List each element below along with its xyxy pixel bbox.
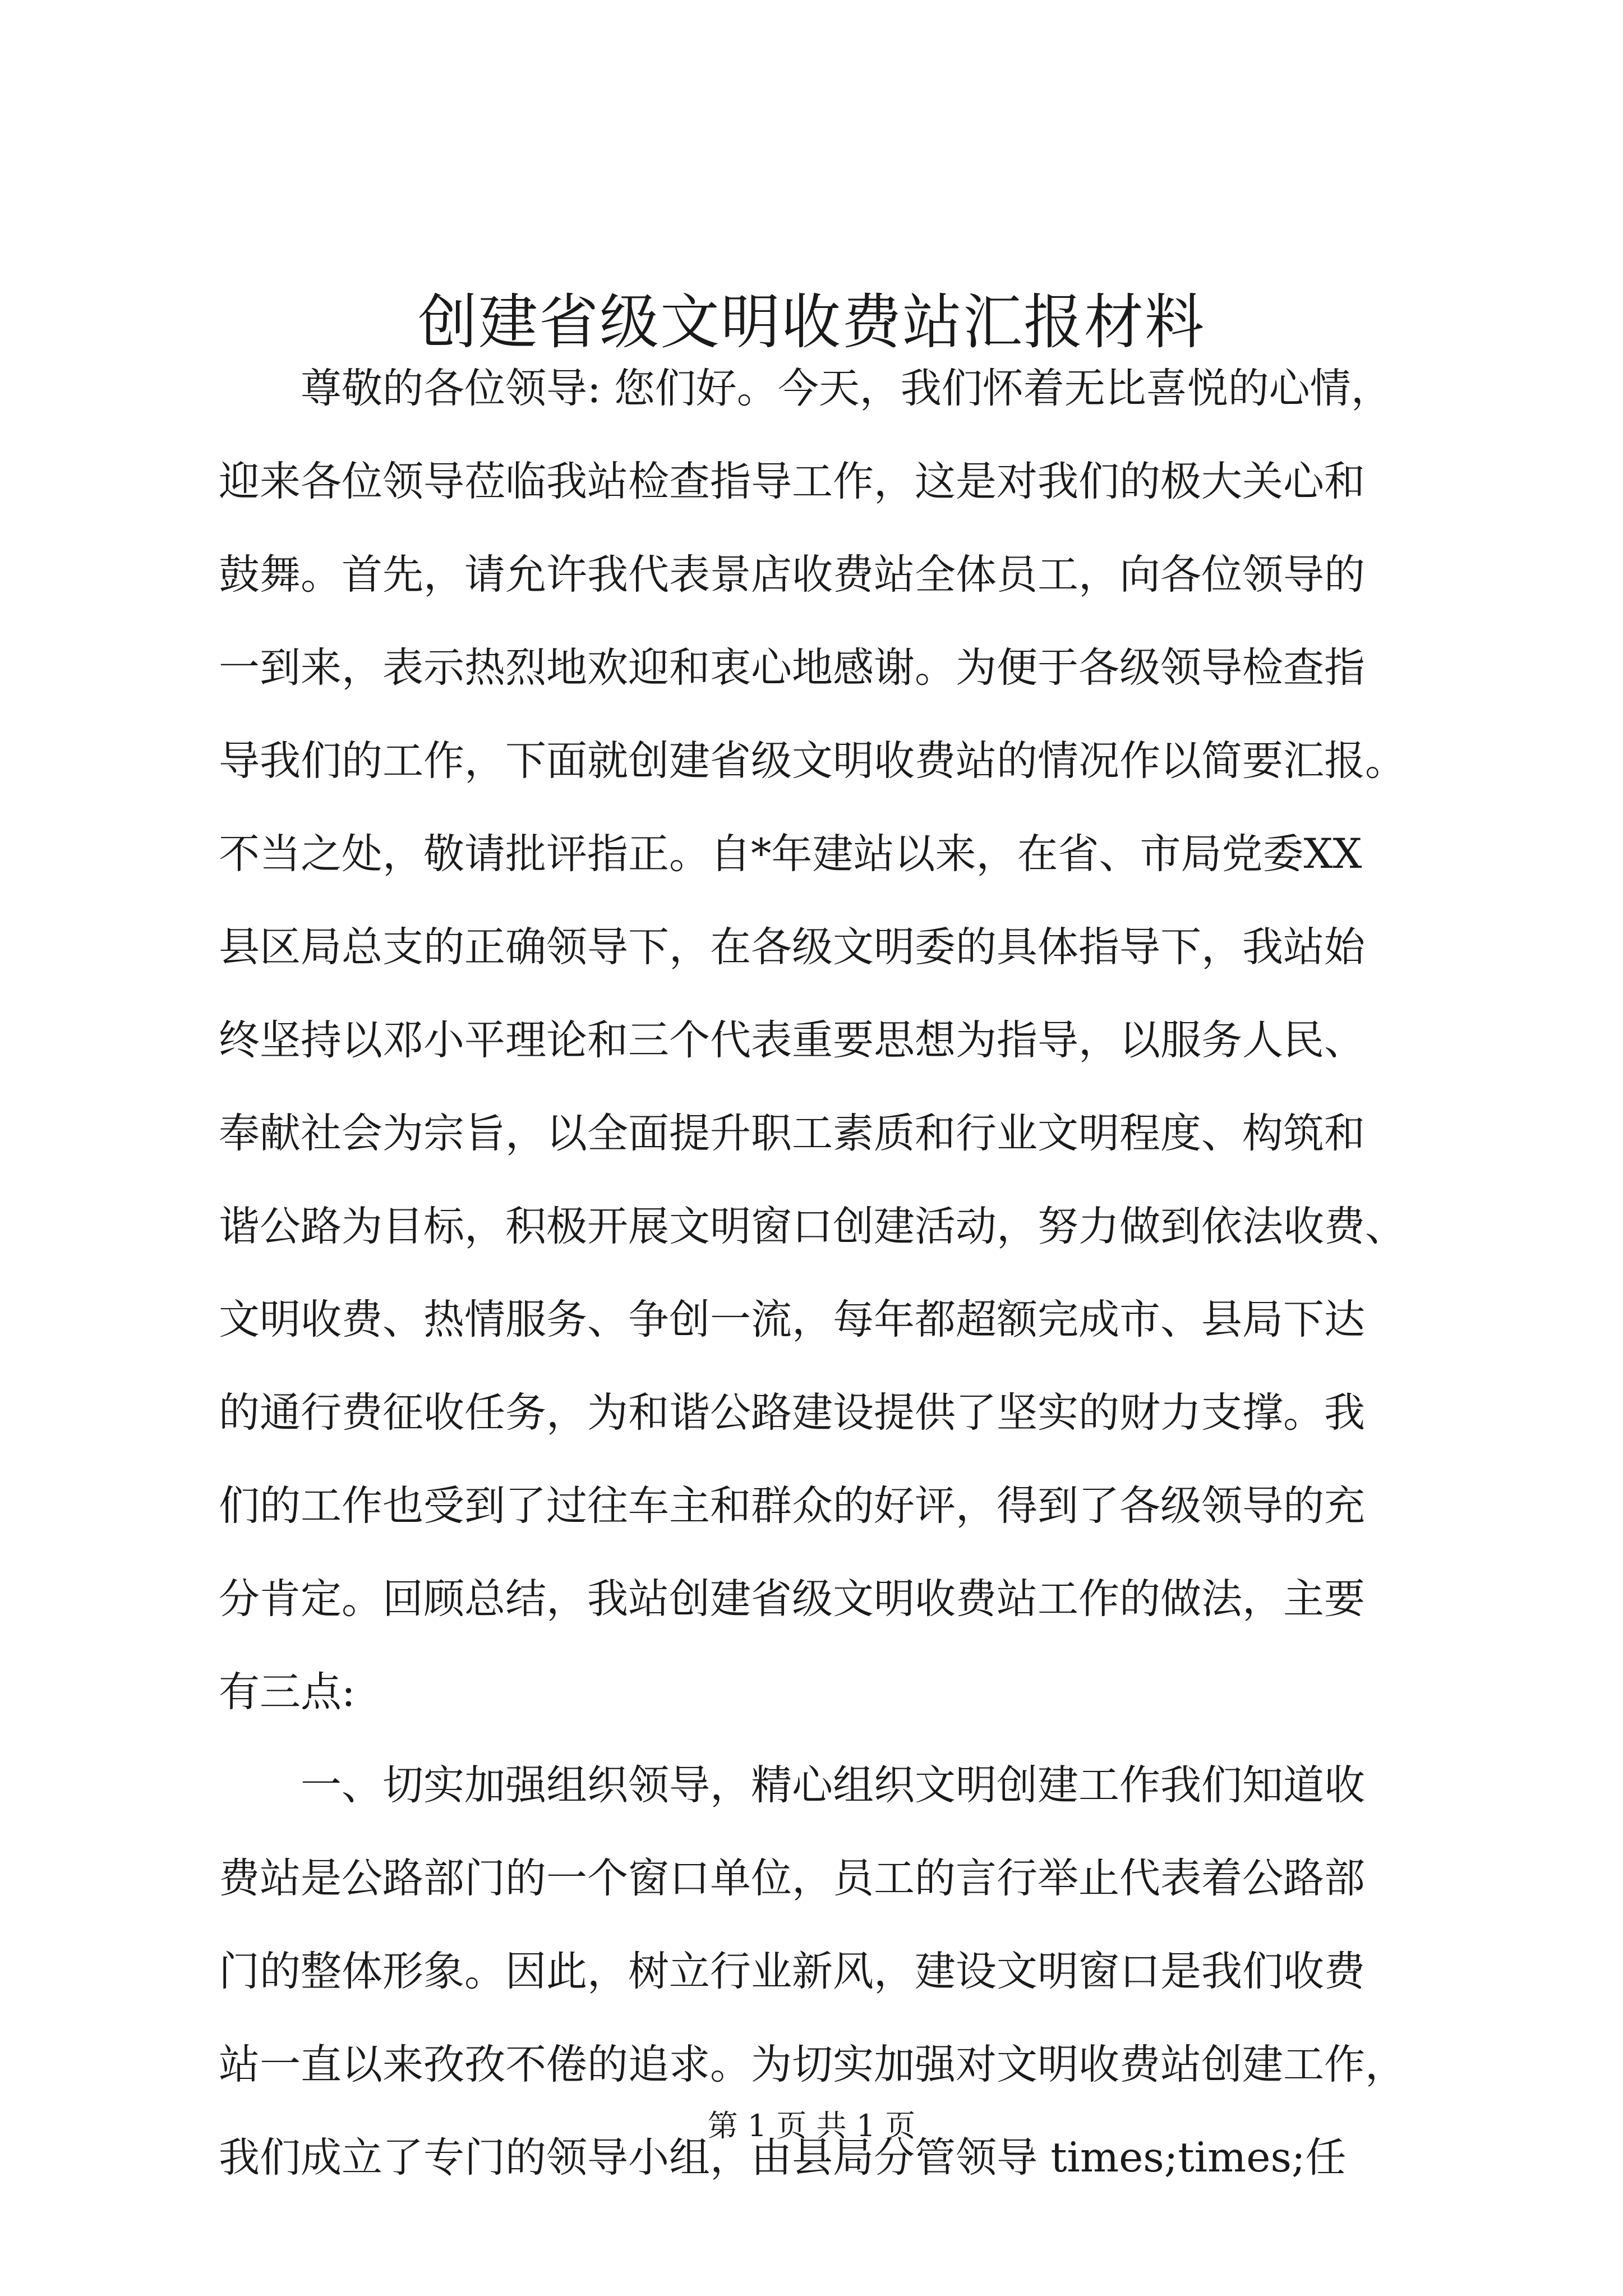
body-line-9: 奉献社会为宗旨，以全面提升职工素质和行业文明程度、构筑和 <box>219 1110 1365 1157</box>
body-line-12: 的通行费征收任务，为和谐公路建设提供了坚实的财力支撑。我 <box>219 1389 1365 1437</box>
body-line-16: 一、切实加强组织领导，精心组织文明创建工作我们知道收 <box>219 1761 1365 1809</box>
body-line-4: 一到来，表示热烈地欢迎和衷心地感谢。为便于各级领导检查指 <box>219 644 1365 692</box>
body-line-14: 分肯定。回顾总结，我站创建省级文明收费站工作的做法，主要 <box>219 1575 1365 1623</box>
body-line-7: 县区局总支的正确领导下，在各级文明委的具体指导下，我站始 <box>219 923 1365 971</box>
page-footer: 第 1 页 共 1 页 <box>707 2108 916 2143</box>
body-line-3: 鼓舞。首先，请允许我代表景店收费站全体员工，向各位领导的 <box>219 551 1365 599</box>
body-line-5: 导我们的工作，下面就创建省级文明收费站的情况作以简要汇报。 <box>219 737 1406 785</box>
body-line-11: 文明收费、热情服务、争创一流，每年都超额完成市、县局下达 <box>219 1296 1365 1343</box>
body-line-18: 门的整体形象。因此，树立行业新风，建设文明窗口是我们收费 <box>219 1948 1365 1995</box>
body-line-15: 有三点: <box>219 1668 356 1716</box>
body-line-1: 尊敬的各位领导: 您们好。今天，我们怀着无比喜悦的心情， <box>219 365 1392 412</box>
body-line-6: 不当之处，敬请批评指正。自*年建站以来，在省、市局党委XX <box>219 830 1362 878</box>
body-line-10: 谐公路为目标，积极开展文明窗口创建活动，努力做到依法收费、 <box>219 1203 1406 1250</box>
body-line-13: 们的工作也受到了过往车主和群众的好评，得到了各级领导的充 <box>219 1482 1365 1530</box>
body-line-20: 我们成立了专门的领导小组，由县局分管领导 times;times;任 <box>219 2134 1347 2182</box>
body-line-17: 费站是公路部门的一个窗口单位，员工的言行举止代表着公路部 <box>219 1855 1365 1902</box>
body-line-2: 迎来各位领导莅临我站检查指导工作，这是对我们的极大关心和 <box>219 458 1365 505</box>
document-title: 创建省级文明收费站汇报材料 <box>418 288 1205 357</box>
body-line-19: 站一直以来孜孜不倦的追求。为切实加强对文明收费站创建工作， <box>219 2041 1406 2088</box>
body-line-8: 终坚持以邓小平理论和三个代表重要思想为指导，以服务人民、 <box>219 1016 1365 1064</box>
